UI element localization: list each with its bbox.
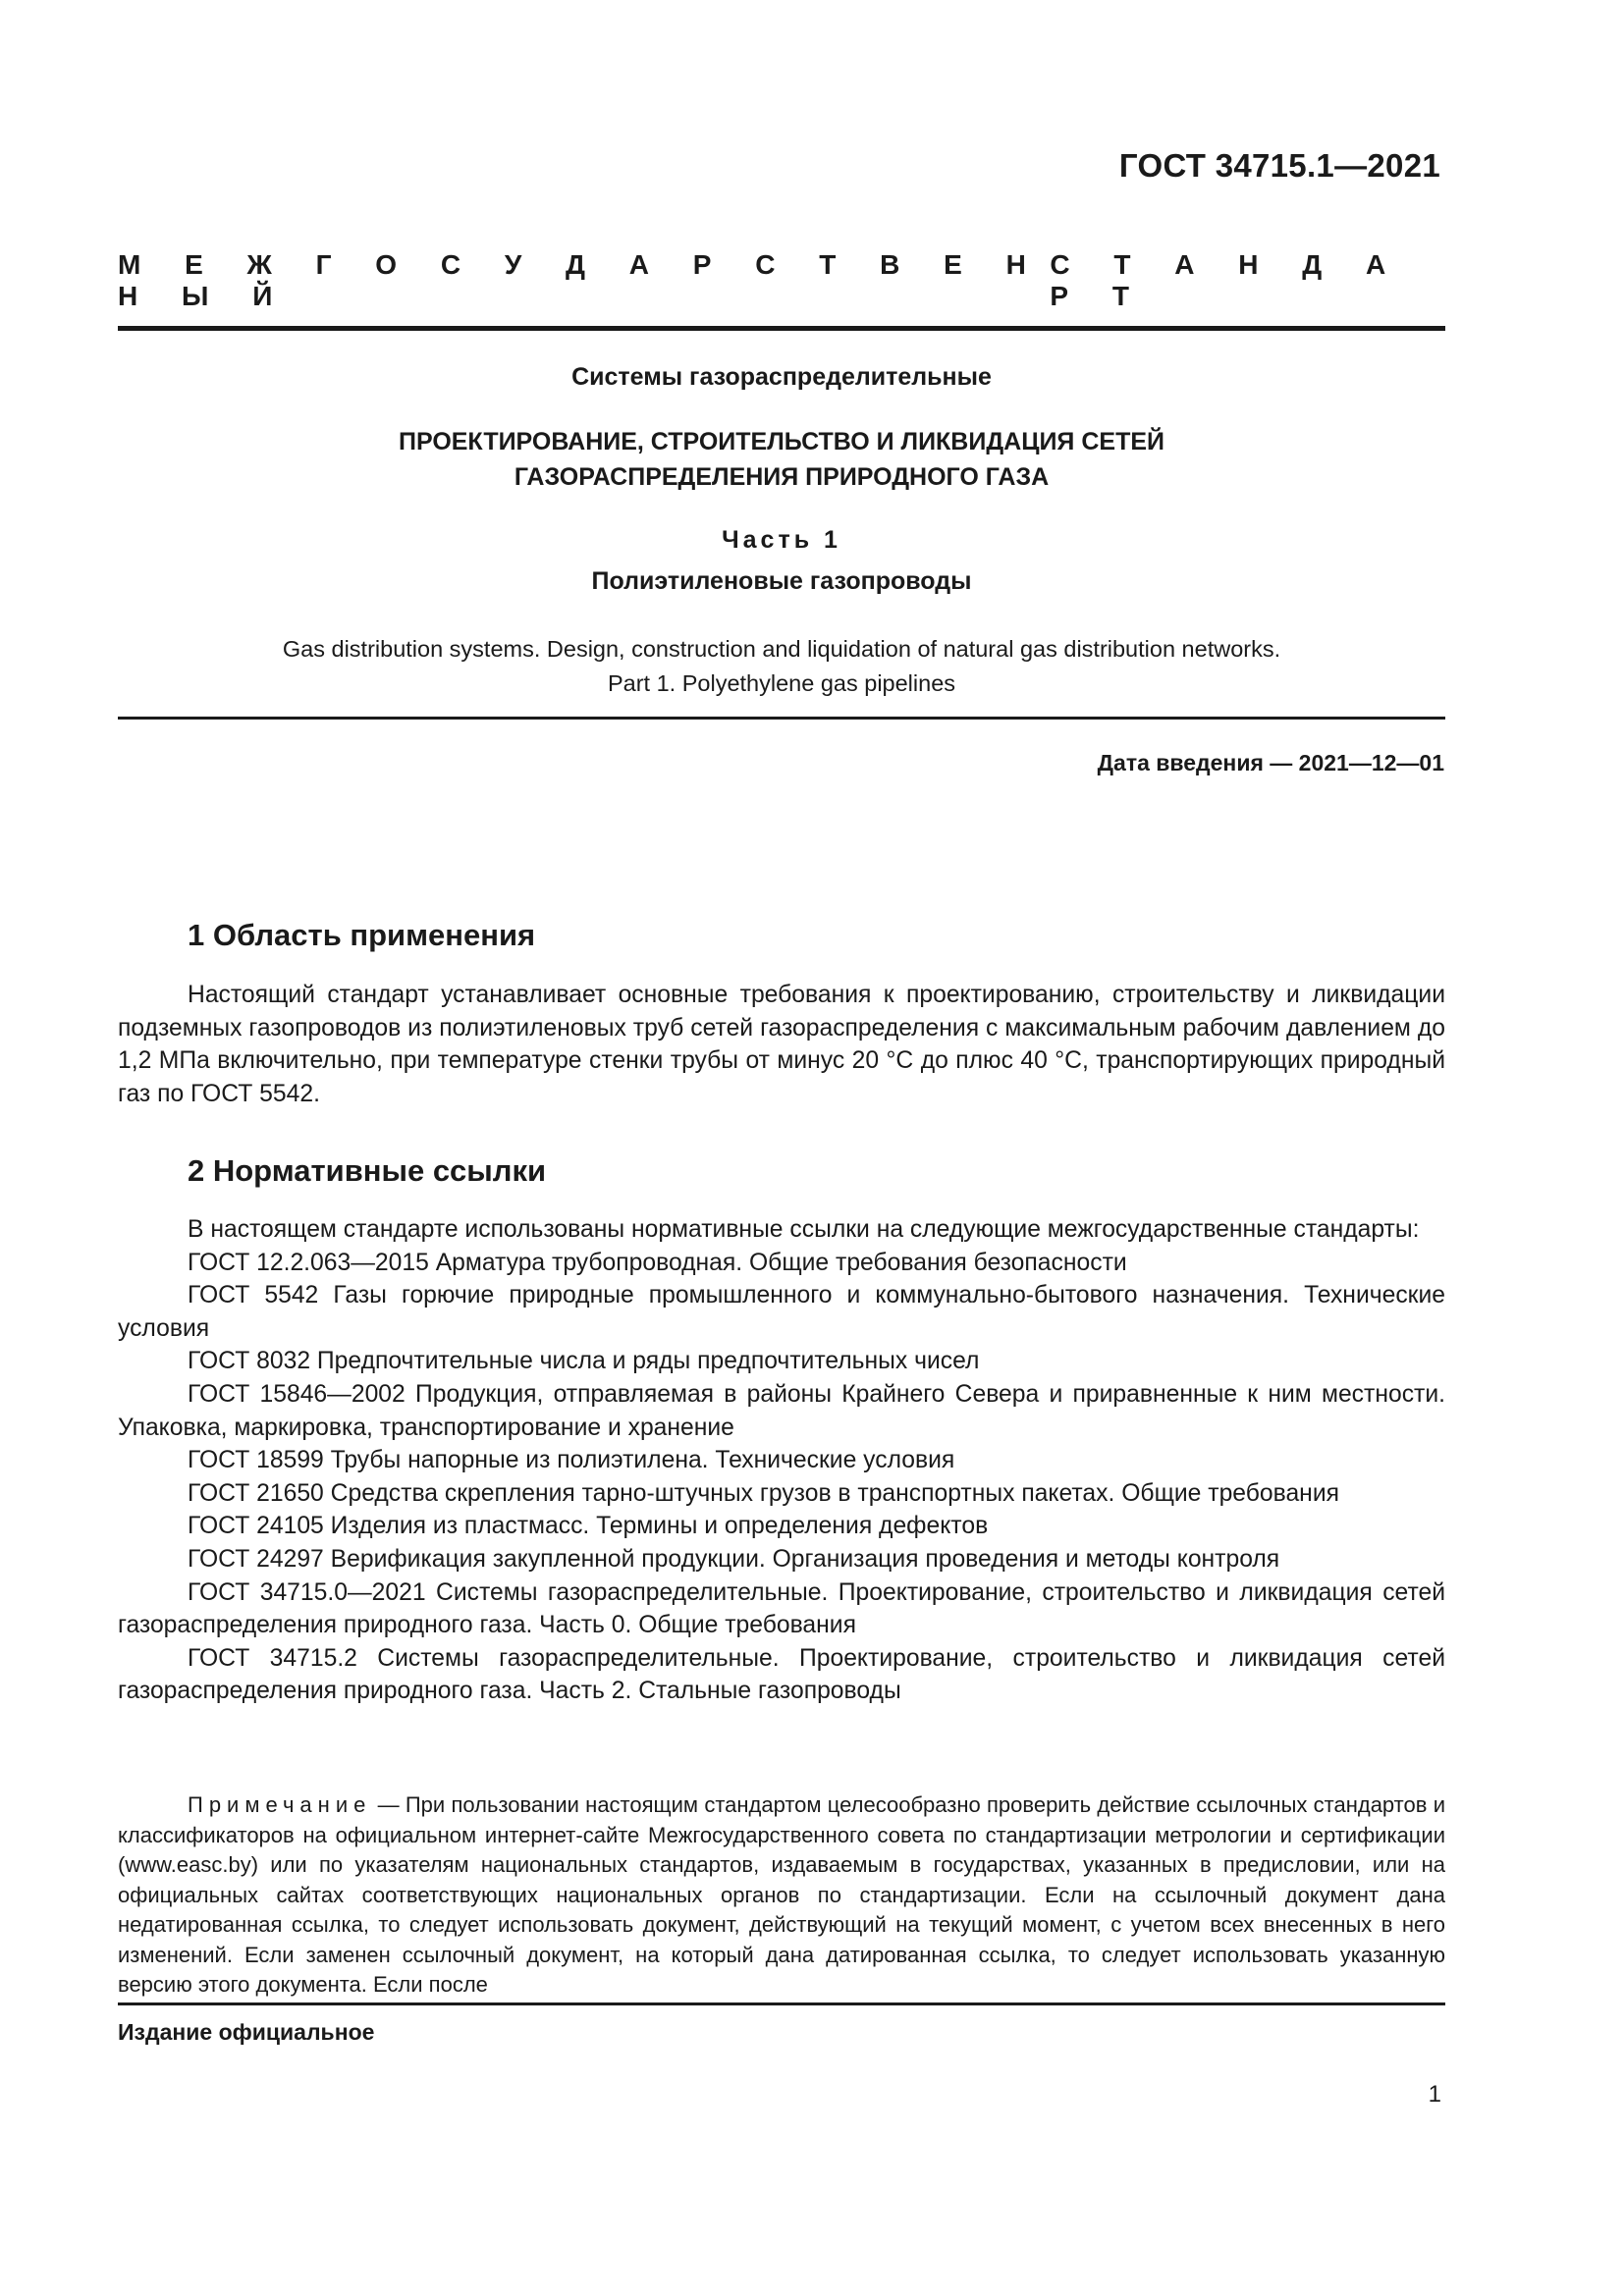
- document-subtitle: Системы газораспределительные: [571, 363, 992, 391]
- note-text: — При пользовании настоящим стандартом целесообразно проверить действие ссылочных стандартов и классификаторов на официальном интернет-сайте Межгосударственного совета по стандартизации метрологии и сертификации (www.easc.by) или по указателям национальных стандартов, издаваемым в государствах, указанных в предисловии, или на официальных сайтах соответствующих национальных органов по стандартизации. Если на ссылочный документ дана недатированная ссылка, то следует использовать документ, действующий на текущий момент, с учетом всех внесенных в него изменений. Если заменен ссылочный документ, на который дана датированная ссылка, то следует использовать указанную версию этого документа. Если после: [118, 1792, 1445, 1997]
- footer-rule: [118, 2002, 1445, 2005]
- header-rule: [118, 326, 1445, 331]
- reference-item: ГОСТ 34715.2 Системы газораспределительные. Проектирование, строительство и ликвидация сетей газораспределения природного газа. Часть 2. Стальные газопроводы: [118, 1644, 1445, 1705]
- section-1-body: [118, 979, 1445, 1110]
- english-title: [118, 632, 1445, 701]
- note-label: Примечание: [188, 1792, 372, 1817]
- document-main-title: [118, 424, 1445, 495]
- section-1-paragraph: Настоящий стандарт устанавливает основные требования к проектированию, строительству и ликвидации подземных газопроводов из полиэтиленовых труб сетей газораспределения с максимальным рабочим давлением до 1,2 МПа включительно, при температуре стенки трубы от минус 20 °С до плюс 40 °С, транспортирующих природный газ по ГОСТ 5542.: [118, 982, 1445, 1107]
- reference-item: ГОСТ 12.2.063—2015 Арматура трубопроводная. Общие требования безопасности: [188, 1249, 1127, 1276]
- reference-item: ГОСТ 21650 Средства скрепления тарно-штучных грузов в транспортных пакетах. Общие требования: [188, 1479, 1339, 1507]
- part-label: Часть 1: [722, 526, 841, 554]
- section-1-heading: 1 Область применения: [188, 918, 536, 952]
- reference-item: ГОСТ 34715.0—2021 Системы газораспределительные. Проектирование, строительство и ликвидация сетей газораспределения природного газа. Часть 0. Общие требования: [118, 1578, 1445, 1639]
- standard-type-title: [118, 249, 1445, 312]
- section-2-body: [118, 1213, 1445, 1708]
- section-2-intro: В настоящем стандарте использованы нормативные ссылки на следующие межгосударственные стандарты:: [188, 1216, 1420, 1243]
- reference-item: ГОСТ 5542 Газы горючие природные промышленного и коммунально-бытового назначения. Технические условия: [118, 1282, 1445, 1342]
- note-block: [118, 1790, 1445, 2001]
- page-number: 1: [1428, 2081, 1441, 2108]
- main-title-line-2: ГАЗОРАСПРЕДЕЛЕНИЯ ПРИРОДНОГО ГАЗА: [514, 463, 1050, 491]
- reference-item: ГОСТ 18599 Трубы напорные из полиэтилена. Технические условия: [188, 1447, 955, 1474]
- reference-item: ГОСТ 8032 Предпочтительные числа и ряды предпочтительных чисел: [188, 1348, 980, 1375]
- title-rule: [118, 717, 1445, 720]
- standard-type-word-interstate: М Е Ж Г О С У Д А Р С Т В Е Н Н Ы Й: [118, 249, 1045, 311]
- main-title-line-1: ПРОЕКТИРОВАНИЕ, СТРОИТЕЛЬСТВО И ЛИКВИДАЦИЯ СЕТЕЙ: [399, 428, 1164, 455]
- reference-item: ГОСТ 24297 Верификация закупленной продукции. Организация проведения и методы контроля: [188, 1545, 1280, 1573]
- introduction-date: Дата введения — 2021—12—01: [1097, 750, 1444, 775]
- english-title-line-1: Gas distribution systems. Design, construction and liquidation of natural gas distribution networks.: [282, 636, 1281, 662]
- standard-type-word-standard: С Т А Н Д А Р Т: [1050, 249, 1404, 311]
- reference-item: ГОСТ 24105 Изделия из пластмасс. Термины и определения дефектов: [188, 1513, 989, 1540]
- part-name: Полиэтиленовые газопроводы: [591, 567, 972, 595]
- english-title-line-2: Part 1. Polyethylene gas pipelines: [607, 670, 956, 696]
- document-number: ГОСТ 34715.1—2021: [1118, 147, 1440, 184]
- section-2-heading: 2 Нормативные ссылки: [188, 1153, 547, 1188]
- official-edition-label: Издание официальное: [118, 2019, 375, 2045]
- reference-item: ГОСТ 15846—2002 Продукция, отправляемая в районы Крайнего Севера и приравненные к ним местности. Упаковка, маркировка, транспортирование и хранение: [118, 1380, 1445, 1441]
